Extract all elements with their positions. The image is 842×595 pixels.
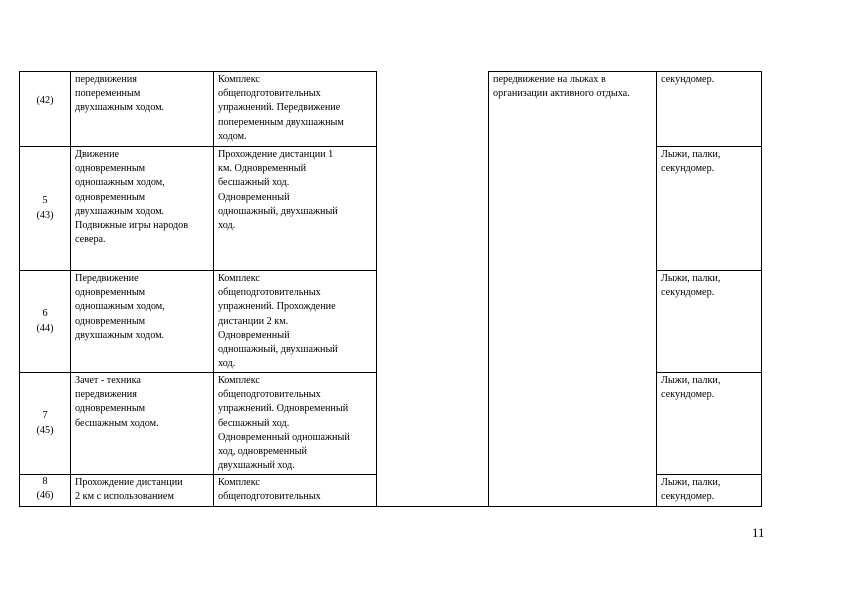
lesson-content: Комплекс общеподготовительных упражнений. Передвижение попеременным двухшажным ходом. (214, 72, 377, 147)
lesson-number: 7 (45) (20, 373, 71, 475)
lesson-number: (42) (20, 72, 71, 147)
lesson-content: Комплекс общеподготовительных (214, 475, 377, 507)
lesson-content: Комплекс общеподготовительных упражнений. Прохождение дистанции 2 км. Одновременный одношажный, двухшажный ход. (214, 271, 377, 373)
lesson-number: 8 (46) (20, 475, 71, 507)
table-row (20, 72, 762, 147)
lesson-topic: Передвижение одновременным одношажным ходом, одновременным двухшажным ходом. (71, 271, 214, 373)
lesson-equipment: Лыжи, палки, секундомер. (657, 271, 762, 373)
lesson-topic: Движение одновременным одношажным ходом, одновременным двухшажным ходом. Подвижные игры народов севера. (71, 147, 214, 271)
page-number: 11 (752, 525, 765, 540)
lesson-topic: передвижения попеременным двухшажным ходом. (71, 72, 214, 147)
lesson-topic: Прохождение дистанции 2 км с использованием (71, 475, 214, 507)
lesson-number: 6 (44) (20, 271, 71, 373)
lesson-equipment: секундомер. (657, 72, 762, 147)
lesson-number: 5 (43) (20, 147, 71, 271)
lesson-result: передвижение на лыжах в организации активного отдыха. (489, 72, 657, 507)
lesson-content: Комплекс общеподготовительных упражнений. Одновременный бесшажный ход. Одновременный одношажный ход, одновременный двухшажный ход. (214, 373, 377, 475)
lesson-equipment: Лыжи, палки, секундомер. (657, 373, 762, 475)
lesson-equipment: Лыжи, палки, секундомер. (657, 147, 762, 271)
lesson-equipment: Лыжи, палки, секундомер. (657, 475, 762, 507)
lesson-topic: Зачет - техника передвижения одновременным бесшажным ходом. (71, 373, 214, 475)
lesson-content: Прохождение дистанции 1 км. Одновременный бесшажный ход. Одновременный одношажный, двухшажный ход. (214, 147, 377, 271)
lesson-plan-table (19, 71, 762, 507)
empty-column (377, 72, 489, 507)
